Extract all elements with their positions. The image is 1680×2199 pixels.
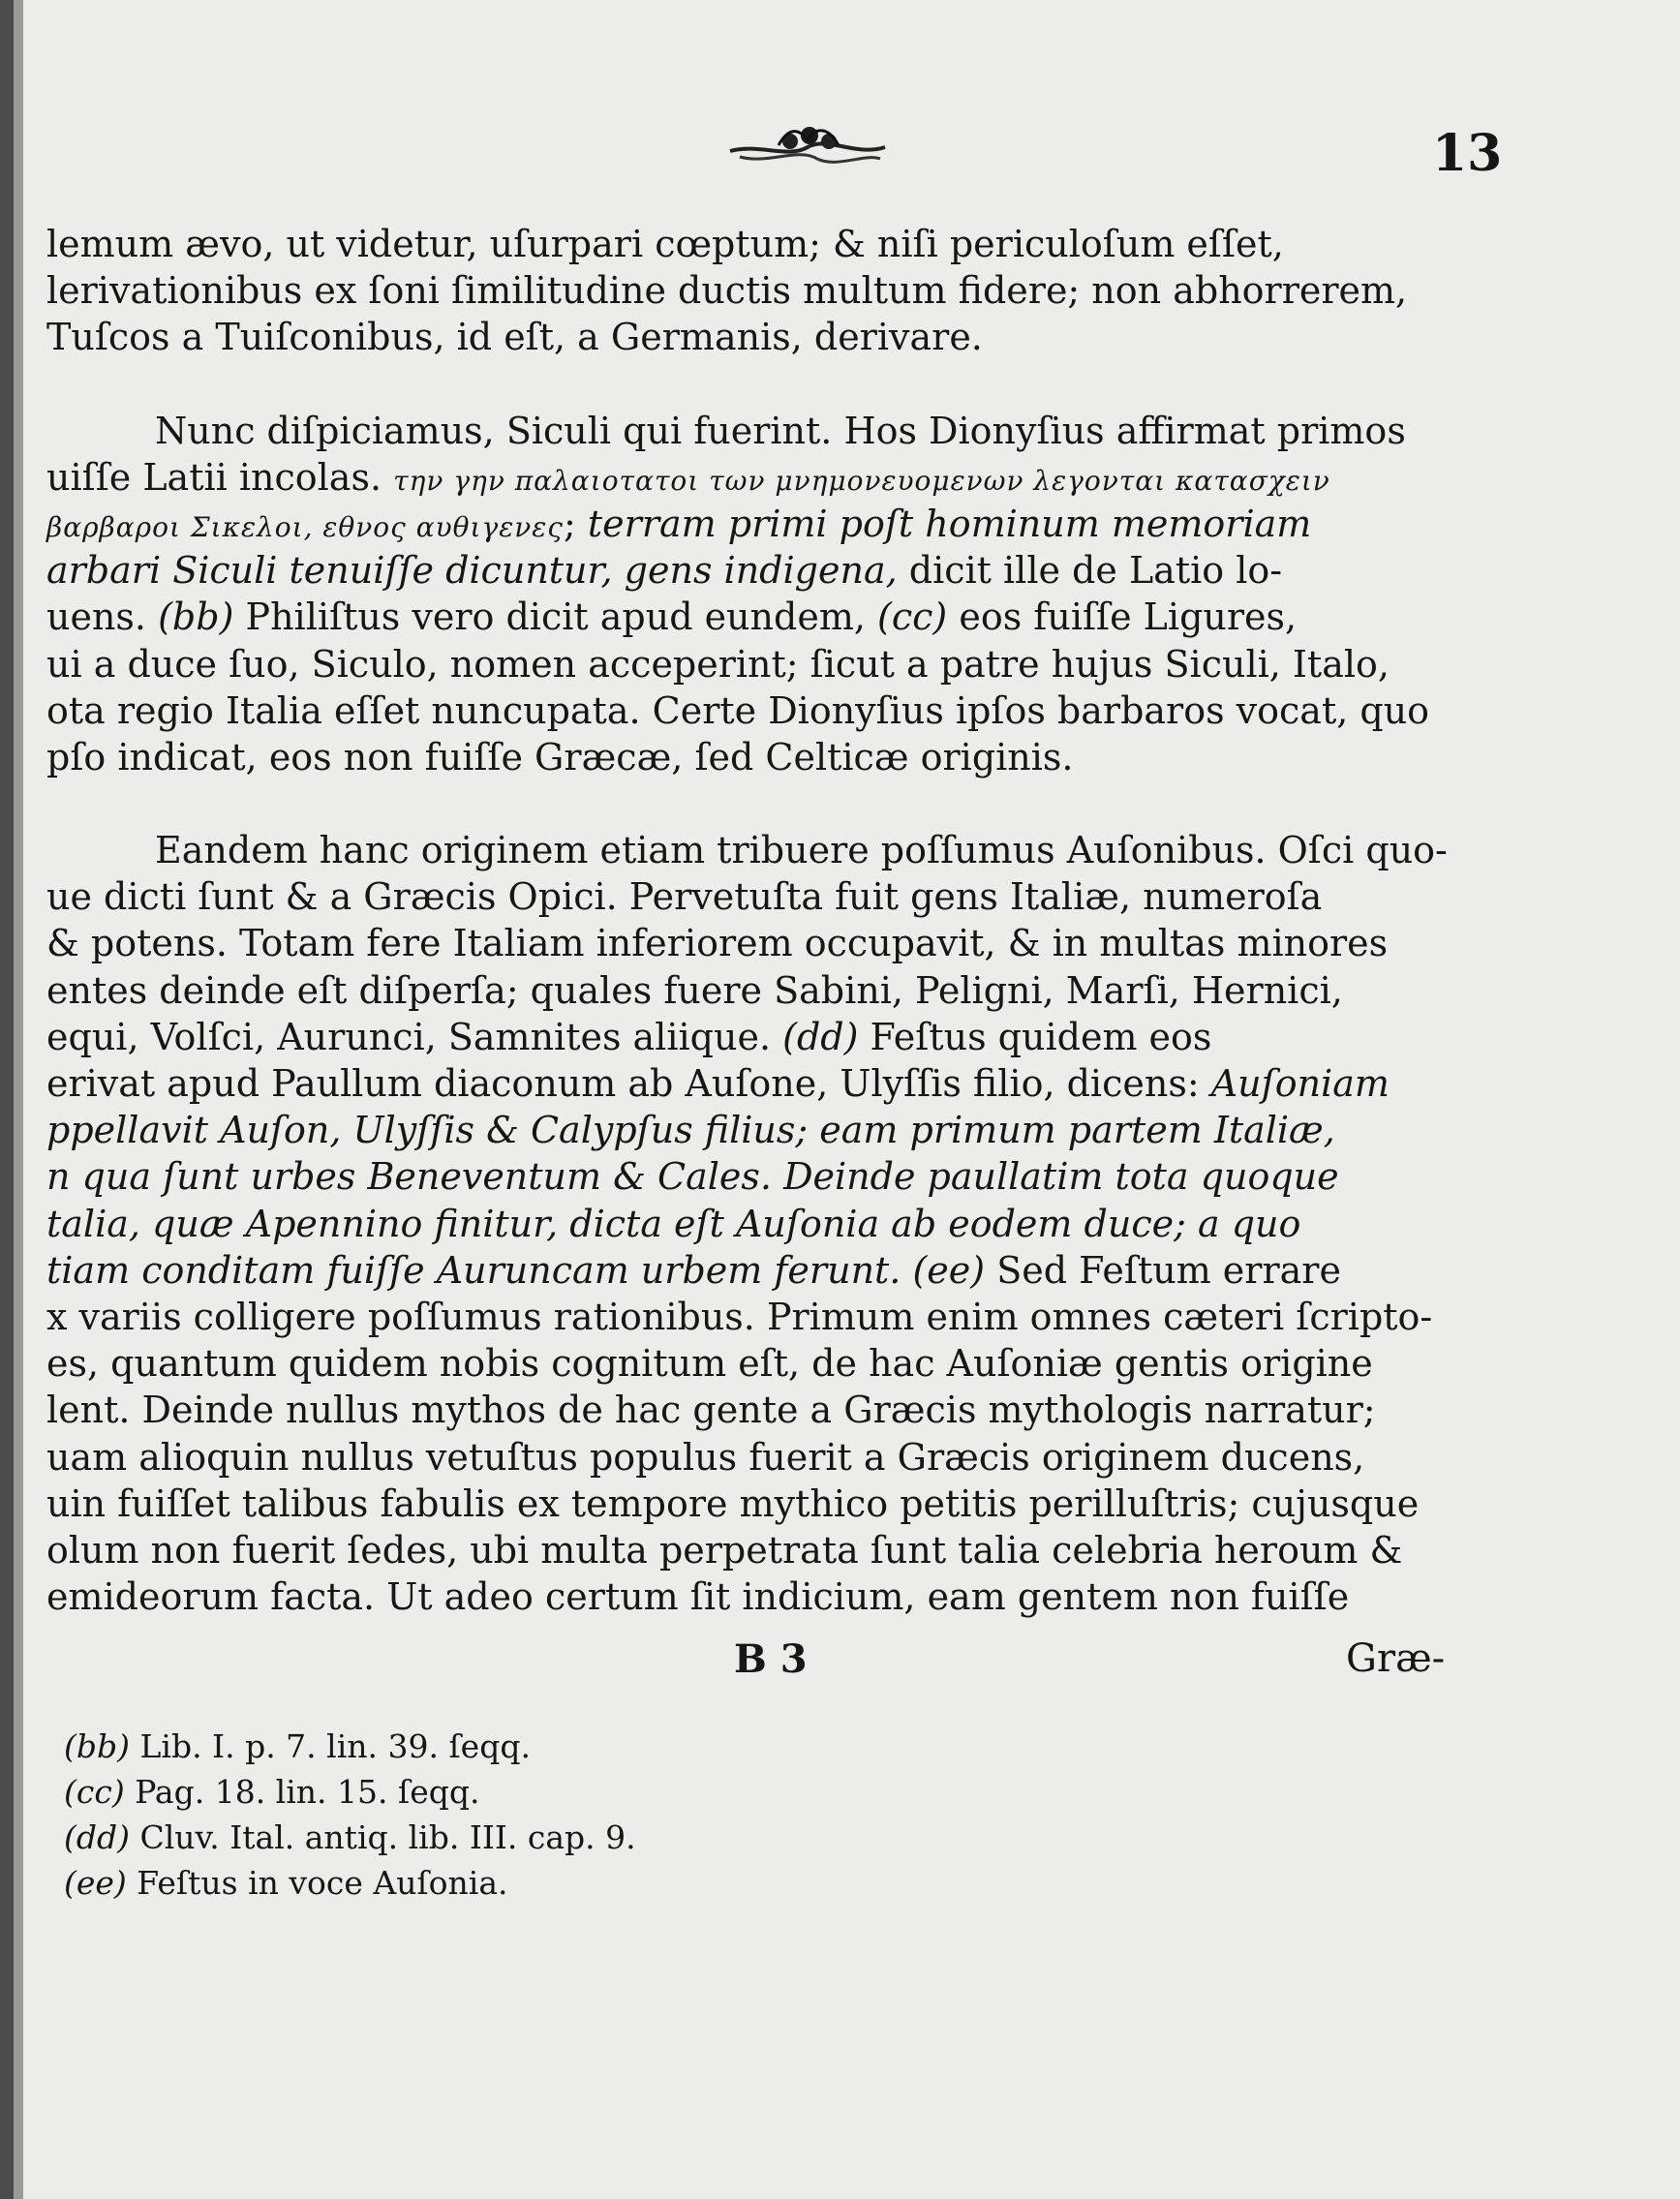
text-span: equi, Volſci, Aurunci, Samnites aliique. [46,1015,783,1058]
footnote [64,1769,935,1815]
text-span: Philiſtus vero dicit apud eundem, [233,596,878,639]
footnote-mark: (dd) [64,1818,130,1856]
paragraph-start: Nunc diſpiciamus, Siculi qui fuerint. Hos Dionyſius affirmat primos [155,409,1406,452]
text-line: uam alioquin nullus vetuſtus populus fuerit a Græcis originem ducens, [46,1435,1365,1479]
text-line: ota regio Italia eſſet nuncupata. Certe Dionyſius ipſos barbaros vocat, quo [46,688,1430,732]
footnote [64,1860,935,1906]
footnote-reference[interactable]: (dd) [782,1015,859,1058]
footnote-mark: (cc) [64,1773,125,1811]
footnote-text: Cluv. Ital. antiq. lib. III. cap. 9. [130,1818,636,1856]
footnote-text: Lib. I. p. 7. lin. 39. ſeqq. [130,1727,531,1765]
text-line: olum non fuerit ſedes, ubi multa perpetrata ſunt talia celebria heroum & [46,1528,1403,1572]
greek-quotation: την γην παλαιοτατοι των μνημονευομενων λεγονται κατασχειν [393,464,1330,497]
catchword: Græ- [1346,1636,1446,1681]
text-line [46,1247,1491,1294]
text-span: eos fuiſſe Ligures, [947,596,1298,639]
text-line: & potens. Totam fere Italiam inferiorem occupavit, & in multas minores [46,922,1389,965]
text-line [46,594,1491,640]
text-line: lent. Deinde nullus mythos de hac gente a Græcis mythologis narratur; [46,1389,1376,1432]
text-line [46,454,1491,501]
text-span: erivat apud Paullum diaconum ab Auſone, Ulyſſis filio, dicens: [46,1062,1211,1105]
text-line [46,1060,1491,1107]
text-line: x variis colligere poſſumus rationibus. Primum enim omnes cæteri ſcripto- [46,1295,1433,1338]
quotation-italic: talia, quæ Apennino finitur, dicta eſt Auſonia ab eodem duce; a quo [46,1202,1301,1245]
footnote-mark: (ee) [64,1864,127,1902]
text-span: ; [564,502,588,545]
quotation-italic: tiam conditam fuiſſe Auruncam urbem ferunt. [46,1248,901,1292]
quotation-italic: Auſoniam [1210,1062,1390,1105]
text-line: ui a duce ſuo, Siculo, nomen acceperint; ſicut a patre hujus Siculi, Italo, [46,642,1390,686]
text-line: lerivationibus ex ſoni ſimilitudine ductis multum fidere; non abhorrerem, [46,269,1408,313]
text-span: uens. [46,596,159,639]
text-line: lemum ævo, ut videtur, uſurpari cœptum; & niſi periculoſum eſſet, [46,223,1284,265]
book-page [23,0,1680,2199]
text-line: emideorum facta. Ut adeo certum ſit indicium, eam gentem non fuiſſe [46,1575,1350,1619]
footnote-mark: (bb) [64,1727,130,1765]
text-span: Feſtus quidem eos [858,1015,1212,1058]
text-line: pſo indicat, eos non fuiſſe Græcæ, ſed Celticæ originis. [46,735,1074,779]
main-text [46,221,1491,1620]
latin-translation: terram primi poſt hominum memoriam [587,502,1312,545]
footnote-reference[interactable]: (cc) [877,596,948,639]
footnote [64,1724,935,1769]
signature-row [46,1636,1491,1687]
text-line: uin fuiſſet talibus fabulis ex tempore mythico petitis perilluſtris; cujusque [46,1481,1420,1525]
footnote-reference[interactable]: (ee) [901,1248,986,1292]
text-line: entes deinde eſt diſperſa; quales fuere Sabini, Peligni, Marſi, Hernici, [46,968,1343,1012]
text-line [46,501,1491,547]
text-line [46,1014,1491,1060]
binding-shadow [14,0,23,2199]
paragraph-start: Eandem hanc originem etiam tribuere poſſumus Auſonibus. Oſci quo- [155,829,1448,872]
greek-quotation: βαρβαροι Σικελοι, εθνος αυθιγενες [46,510,564,543]
quotation-italic: n qua ſunt urbes Beneventum & Cales. Deinde paullatim tota quoque [46,1155,1339,1199]
text-line: Tuſcos a Tuiſconibus, id eſt, a Germanis, derivare. [46,316,983,359]
footnote-text: Feſtus in voce Auſonia. [126,1864,508,1902]
footnote-reference[interactable]: (bb) [158,596,234,639]
footnote [64,1815,935,1860]
signature-mark: B 3 [734,1636,808,1682]
latin-translation: arbari Siculi tenuiſſe dicuntur, gens indigena, [46,549,898,593]
text-line: ue dicti ſunt & a Græcis Opici. Pervetuſta fuit gens Italiæ, numeroſa [46,875,1323,919]
text-span: Sed Feſtum errare [985,1248,1341,1292]
headpiece-ornament [720,118,895,176]
text-span: uiſſe Latii incolas. [46,455,394,499]
text-line: es, quantum quidem nobis cognitum eſt, de hac Auſoniæ gentis origine [46,1342,1373,1386]
binding-edge [0,0,14,2199]
footnotes [64,1724,935,1906]
page-number: 13 [1432,124,1503,183]
quotation-italic: ppellavit Auſon, Ulyſſis & Calypſus filius; eam primum partem Italiæ, [46,1109,1335,1152]
footnote-text: Pag. 18. lin. 15. ſeqq. [124,1773,480,1811]
text-line [46,547,1491,594]
text-span: dicit ille de Latio lo- [897,549,1283,593]
